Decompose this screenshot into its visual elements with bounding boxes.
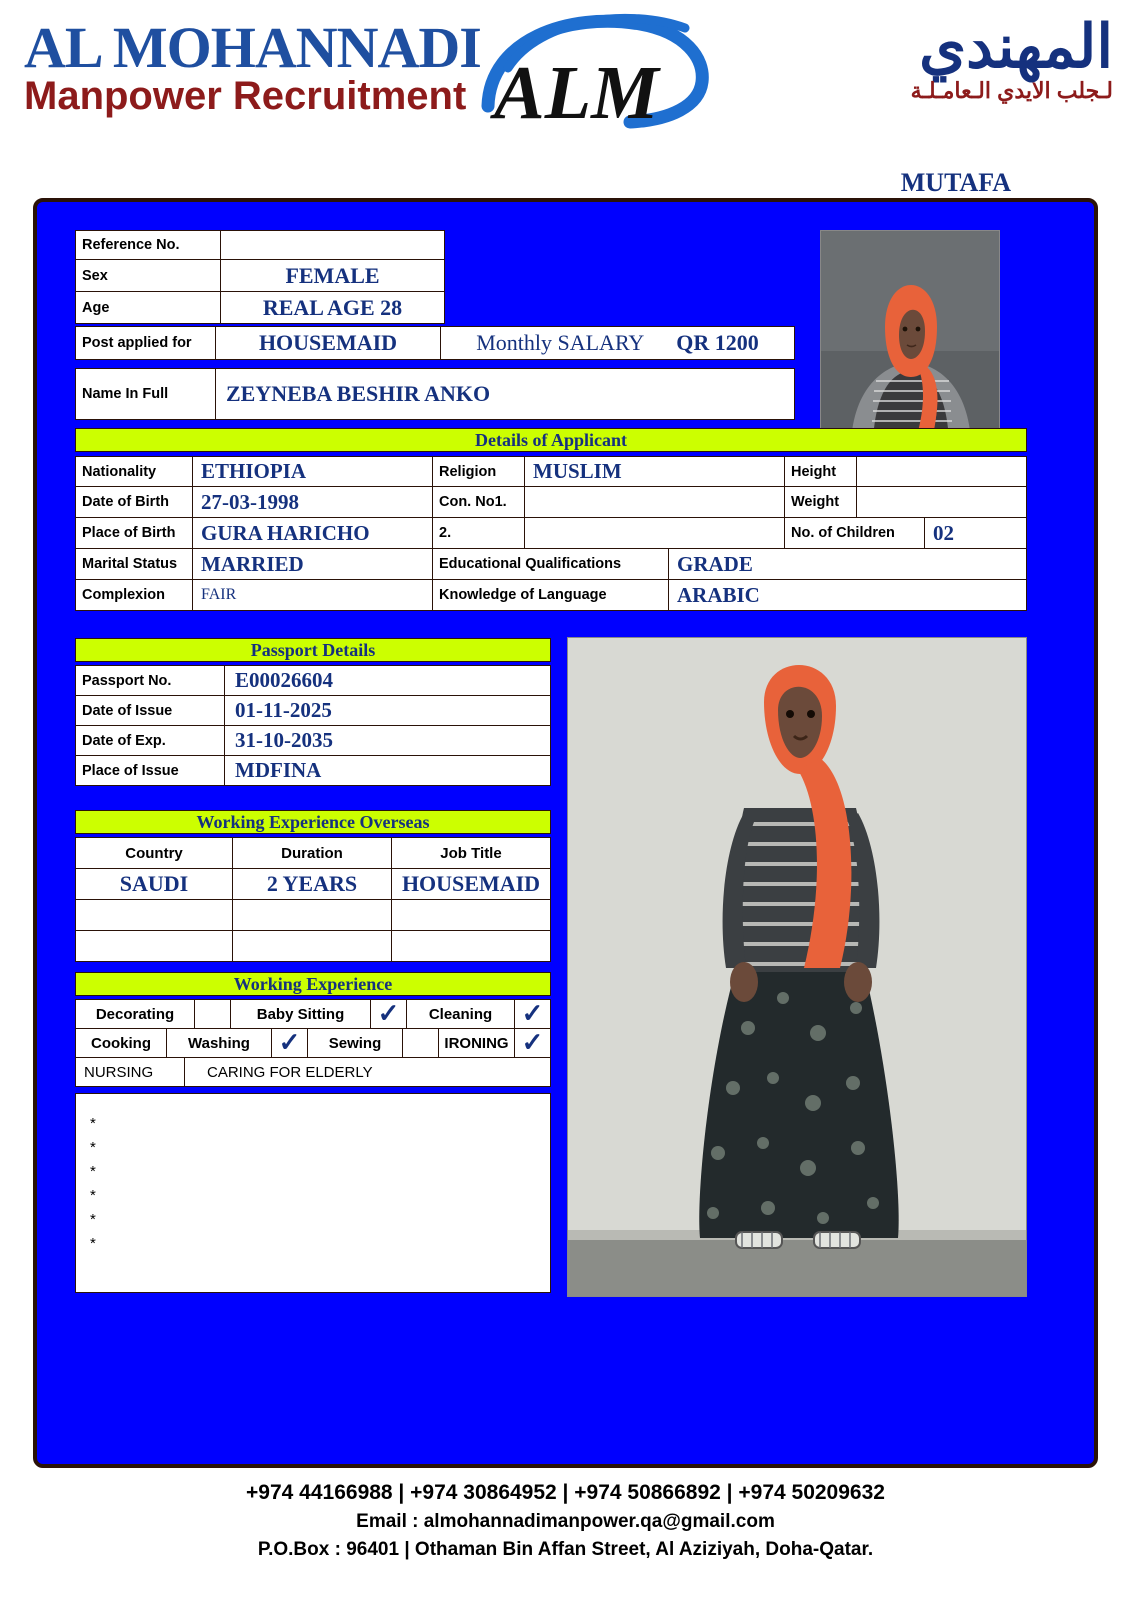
overseas-header-country: Country — [75, 837, 233, 869]
overseas-header-jobtitle: Job Title — [392, 837, 551, 869]
skill-cleaning-label: Cleaning — [407, 999, 515, 1029]
agent-name: MUTAFA — [900, 168, 1011, 197]
complexion-value: FAIR — [193, 580, 433, 611]
height-label: Height — [785, 456, 857, 487]
children-label: No. of Children — [785, 518, 925, 549]
passport-place-value: MDFINA — [225, 755, 551, 786]
page-footer — [0, 1478, 1131, 1564]
passport-no-row — [75, 665, 551, 696]
note-line: * — [90, 1235, 96, 1252]
overseas-country-2 — [75, 899, 233, 931]
passport-issue-label: Date of Issue — [75, 695, 225, 726]
portrait-illustration — [821, 231, 1000, 440]
skill-sewing-check[interactable] — [403, 1028, 439, 1058]
skill-babysitting-check[interactable]: ✓ — [371, 999, 407, 1029]
passport-issue-value: 01-11-2025 — [225, 695, 551, 726]
dob-label: Date of Birth — [75, 487, 193, 518]
skill-decorating-check[interactable] — [195, 999, 231, 1029]
pob-label: Place of Birth — [75, 518, 193, 549]
passport-exp-label: Date of Exp. — [75, 725, 225, 756]
skill-nursing-label: NURSING — [75, 1057, 185, 1087]
salary-group — [441, 327, 794, 359]
notes-box — [75, 1093, 551, 1293]
weight-label: Weight — [785, 487, 857, 518]
note-line: * — [90, 1163, 96, 1180]
children-value: 02 — [925, 518, 1027, 549]
skill-washing-check[interactable]: ✓ — [272, 1028, 308, 1058]
applicant-cv-sheet — [33, 198, 1098, 1468]
overseas-jobtitle-3 — [392, 930, 551, 962]
note-line: * — [90, 1211, 96, 1228]
marital-label: Marital Status — [75, 549, 193, 580]
salary-label: Monthly SALARY — [476, 330, 645, 355]
complexion-label: Complexion — [75, 580, 193, 611]
section-title-working-experience: Working Experience — [75, 972, 551, 996]
svg-text:ALM: ALM — [494, 51, 659, 135]
passport-table — [75, 665, 551, 786]
skill-cleaning-check[interactable]: ✓ — [515, 999, 551, 1029]
name-row — [75, 368, 795, 420]
language-value: ARABIC — [669, 580, 1027, 611]
age-value: REAL AGE 28 — [262, 294, 403, 320]
education-label: Educational Qualifications — [433, 549, 669, 580]
brand-block — [24, 15, 481, 118]
details-row-3 — [75, 518, 1027, 549]
passport-issue-row — [75, 695, 551, 726]
skill-decorating-label: Decorating — [75, 999, 195, 1029]
details-row-5 — [75, 580, 1027, 611]
overseas-header-row — [75, 837, 551, 869]
post-value: HOUSEMAID — [216, 327, 441, 359]
overseas-row-2 — [75, 899, 551, 931]
overseas-row-1 — [75, 868, 551, 900]
language-label: Knowledge of Language — [433, 580, 669, 611]
skill-sewing-label: Sewing — [308, 1028, 403, 1058]
nationality-label: Nationality — [75, 456, 193, 487]
contact-no1-label: Con. No1. — [433, 487, 525, 518]
arabic-company-name: المهندي — [919, 13, 1113, 80]
skill-washing-label: Washing — [167, 1028, 272, 1058]
details-row-2 — [75, 487, 1027, 518]
post-label: Post applied for — [76, 327, 216, 359]
reference-row — [75, 230, 445, 260]
footer-address: P.O.Box : 96401 | Othaman Bin Affan Street, Al Aziziyah, Doha-Qatar. — [257, 1539, 874, 1560]
dob-value: 27-03-1998 — [193, 487, 433, 518]
applicant-full-body-photo — [567, 637, 1027, 1297]
overseas-country-1: SAUDI — [75, 868, 233, 900]
details-row-4 — [75, 549, 1027, 580]
name-label: Name In Full — [76, 369, 216, 419]
passport-place-label: Place of Issue — [75, 755, 225, 786]
contact-no2-value — [525, 518, 785, 549]
education-value: GRADE — [669, 549, 1027, 580]
company-name-line1: AL MOHANNADI — [24, 15, 481, 80]
marital-value: MARRIED — [193, 549, 433, 580]
overseas-header-duration: Duration — [233, 837, 392, 869]
skills-row-3 — [75, 1057, 551, 1087]
reference-value — [221, 231, 444, 259]
skill-ironing-check[interactable]: ✓ — [515, 1028, 551, 1058]
age-row — [75, 292, 445, 324]
overseas-duration-2 — [233, 899, 392, 931]
arabic-brand-block — [911, 14, 1113, 104]
footer-email: Email : almohannadimanpower.qa@gmail.com — [356, 1511, 775, 1532]
skill-cooking-label: Cooking — [75, 1028, 167, 1058]
applicant-portrait-photo — [820, 230, 1000, 440]
passport-no-value: E00026604 — [225, 665, 551, 696]
passport-exp-row — [75, 725, 551, 756]
overseas-table — [75, 837, 551, 962]
section-title-passport: Passport Details — [75, 638, 551, 662]
passport-no-label: Passport No. — [75, 665, 225, 696]
skills-table — [75, 999, 551, 1087]
sex-row — [75, 260, 445, 292]
pob-value: GURA HARICHO — [193, 518, 433, 549]
age-label: Age — [76, 292, 221, 323]
nationality-value: ETHIOPIA — [193, 456, 433, 487]
full-body-illustration — [568, 638, 1027, 1297]
reference-label: Reference No. — [76, 231, 221, 259]
overseas-row-3 — [75, 930, 551, 962]
religion-value: MUSLIM — [525, 456, 785, 487]
arabic-company-subtitle: لـجلب الايدي الـعامـلـة — [910, 78, 1113, 103]
details-row-1 — [75, 456, 1027, 487]
contact-no1-value — [525, 487, 785, 518]
footer-phones: +974 44166988 | +974 30864952 | +974 50866892 | +974 50209632 — [246, 1481, 885, 1504]
sex-value: FEMALE — [285, 262, 380, 288]
passport-place-row — [75, 755, 551, 786]
skill-babysitting-label: Baby Sitting — [231, 999, 371, 1029]
note-line: * — [90, 1187, 96, 1204]
alm-logo-graphic — [480, 10, 710, 160]
applicant-top-block — [75, 230, 445, 324]
overseas-duration-1: 2 YEARS — [233, 868, 392, 900]
contact-no2-label: 2. — [433, 518, 525, 549]
alm-logo — [480, 10, 710, 160]
skills-row-1 — [75, 999, 551, 1029]
post-applied-row — [75, 326, 795, 360]
note-line: * — [90, 1139, 96, 1156]
overseas-jobtitle-1: HOUSEMAID — [392, 868, 551, 900]
weight-value — [857, 487, 1027, 518]
skills-row-2 — [75, 1028, 551, 1058]
details-grid — [75, 456, 1027, 611]
skill-caring-elderly-label: CARING FOR ELDERLY — [185, 1057, 551, 1087]
overseas-country-3 — [75, 930, 233, 962]
overseas-duration-3 — [233, 930, 392, 962]
name-value: ZEYNEBA BESHIR ANKO — [226, 381, 491, 406]
section-title-details: Details of Applicant — [75, 428, 1027, 452]
passport-exp-value: 31-10-2035 — [225, 725, 551, 756]
height-value — [857, 456, 1027, 487]
page-header — [0, 0, 1131, 197]
skill-ironing-label: IRONING — [439, 1028, 515, 1058]
sex-label: Sex — [76, 260, 221, 291]
note-line: * — [90, 1115, 96, 1132]
section-title-overseas: Working Experience Overseas — [75, 810, 551, 834]
company-name-line2: Manpower Recruitment — [24, 74, 467, 118]
religion-label: Religion — [433, 456, 525, 487]
overseas-jobtitle-2 — [392, 899, 551, 931]
salary-value: QR 1200 — [676, 330, 759, 355]
